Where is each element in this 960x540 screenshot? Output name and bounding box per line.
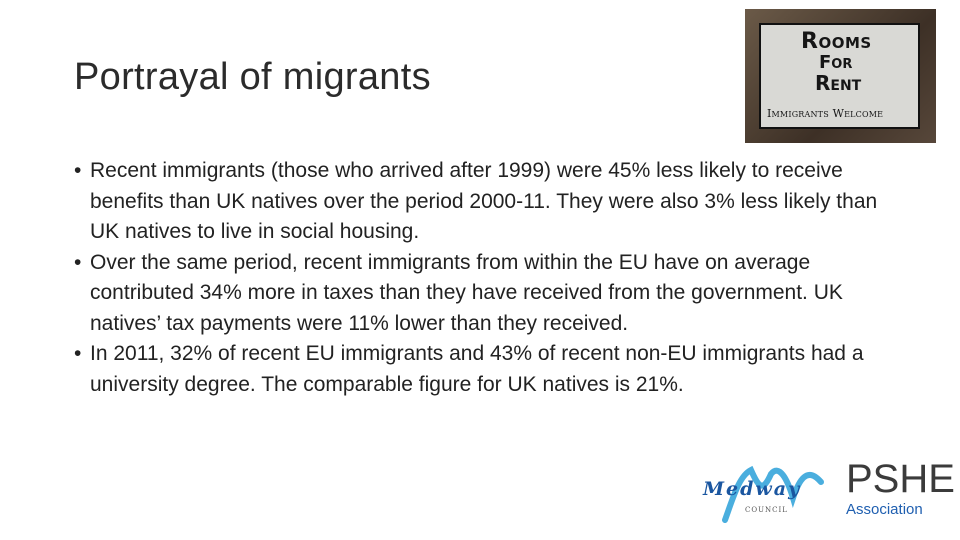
medway-wordmark: Medway xyxy=(703,478,802,500)
sign-board xyxy=(759,23,920,129)
bullet-item xyxy=(74,248,904,340)
medway-council-label: COUNCIL xyxy=(745,506,788,514)
bullet-text: In 2011, 32% of recent EU immigrants and 43% of recent non-EU immigrants had a university degree. The comparable figure for UK natives is 21%. xyxy=(90,342,864,396)
bullet-item xyxy=(74,339,904,400)
pshe-association-label: Association xyxy=(846,501,923,518)
rooms-for-rent-sign-image xyxy=(745,9,936,143)
sign-line-rent: Rent xyxy=(815,71,862,95)
medway-council-logo xyxy=(703,458,833,524)
bullet-text: Recent immigrants (those who arrived after 1999) were 45% less likely to receive benefits than UK natives over the period 2000-11. They were also 3% less likely than UK natives to live in social housing. xyxy=(90,159,878,243)
bullet-marker: • xyxy=(74,250,82,274)
pshe-wordmark: PSHE xyxy=(846,457,955,501)
sign-line-for: For xyxy=(819,52,853,73)
slide-title: Portrayal of migrants xyxy=(74,56,431,98)
bullet-marker: • xyxy=(74,159,82,182)
bullet-list xyxy=(74,156,904,400)
bullet-marker: • xyxy=(74,342,82,365)
sign-line-welcome: Immigrants Welcome xyxy=(767,107,884,120)
pshe-association-logo xyxy=(846,457,955,521)
bullet-text: Over the same period, recent immigrants from within the EU have on average contributed 34% more in taxes than they have received from the government. UK natives’ tax payments were 11% lower than they received. xyxy=(90,250,843,335)
sign-line-rooms: Rooms xyxy=(801,29,872,54)
bullet-item xyxy=(74,156,904,248)
